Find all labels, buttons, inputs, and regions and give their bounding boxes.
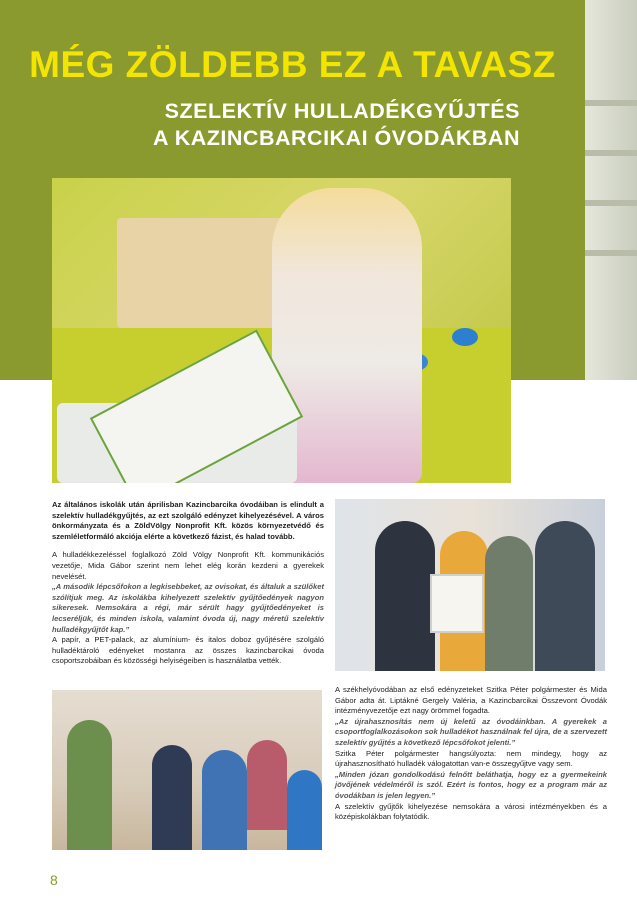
article-paragraph: Szitka Péter polgármester hangsúlyozta: nem mindegy, hogy az újrahasznosítható hulladék válogatottan van-e összegyűjtve vagy sem. bbox=[335, 748, 607, 769]
article-paragraph: A székhelyóvodában az első edényzeteket Szitka Péter polgármester és Mida Gábor adta át. Liptákné Gergely Valéria, a Kazincbarcikai Összevont Óvodák intézményvezetője ezt nagy örömmel fogadta. bbox=[335, 685, 607, 716]
photo-kids-classroom bbox=[52, 690, 322, 850]
article-paragraph: A papír, a PET-palack, az alumínium- és italos doboz gyűjtésére szolgáló hulladéktároló edényeket mostanra az összes kazincbarcikai óvoda csoportszobáiban és közösségi helyiségeiben is használatba vették. bbox=[52, 635, 324, 666]
article-intro: Az általános iskolák után áprilisban Kazincbarcika óvodáiban is elindult a szelektív hulladékgyűjtés, az ezt szolgáló edényzet kihelyezésével. A város önkormányzata és a ZöldVölgy Nonprofit Kft. közös környezetvédő és szemléletformáló akciója elérte a következő fázist, és halad tovább. bbox=[52, 500, 324, 541]
page-subtitle bbox=[100, 98, 520, 152]
article-quote: „Az újrahasznosítás nem új keletű az óvodáinkban. A gyerekek a csoportfoglalkozásokon sok hulladékot használnak fel újra, de a szervezett szelektív gyűjtés a következő lépcsőfokot jelenti.” bbox=[335, 716, 607, 747]
article-quote: „A második lépcsőfokon a legkisebbeket, az ovisokat, és általuk a szülőket szólítjuk meg. Az iskolákba kihelyezett szelektív gyűjtőedények nagyon sikeresek. Nemsokára a régi, már sérült hagy gyűjtőedényeket is lecseréljük, és minden iskola, valamint óvoda új, nagy méretű szelektív hulladékgyűjtőt kap.” bbox=[52, 582, 324, 634]
page-number: 8 bbox=[50, 872, 58, 888]
article-paragraph: A hulladékkezeléssel foglalkozó Zöld Völgy Nonprofit Kft. kommunikációs vezetője, Mida Gábor szerint nem lehet elég korán kezdeni a gyerekek nevelését. bbox=[52, 550, 324, 581]
article-quote: „Minden józan gondolkodású felnőtt beláthatja, hogy ez a gyermekeink jövőjének védelméről is szól. Ezért is fontos, hogy ez a program már az óvodákban is jelen legyen.” bbox=[335, 769, 607, 800]
article-column-left bbox=[52, 500, 324, 675]
page-title: MÉG ZÖLDEBB EZ A TAVASZ bbox=[29, 44, 556, 85]
photo-officials-group bbox=[335, 499, 605, 671]
subtitle-line-1: SZELEKTÍV HULLADÉKGYŰJTÉS bbox=[164, 99, 520, 123]
photo-girl-recycling bbox=[52, 178, 511, 483]
article-paragraph: A szelektív gyűjtők kihelyezése nemsokára a városi intézményekben és a középiskolákban folytatódik. bbox=[335, 801, 607, 822]
subtitle-line-2: A KAZINCBARCIKAI ÓVODÁKBAN bbox=[153, 126, 520, 150]
article-column-right bbox=[335, 685, 607, 823]
